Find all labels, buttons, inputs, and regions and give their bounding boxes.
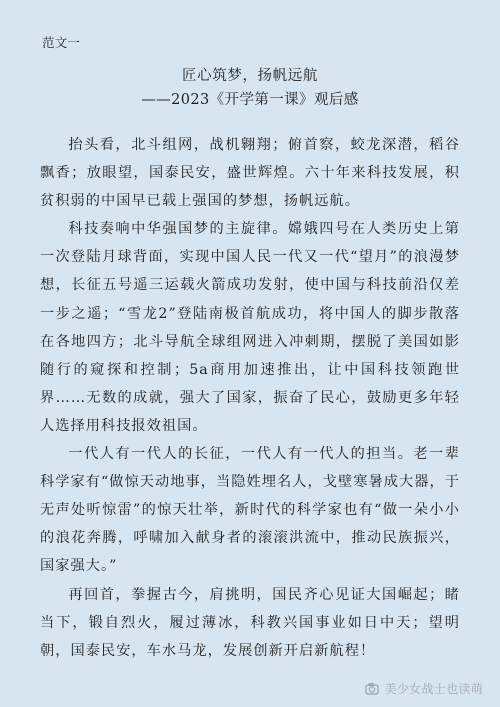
essay-body bbox=[40, 131, 460, 665]
paragraph-2: 科技奏响中华强国梦的主旋律。嫦娥四号在人类历史上第一次登陆月球背面，实现中国人民一代又一代“望月”的浪漫梦想，长征五号遥三运载火箭成功发射，使中国与科技前沿仅差一步之遥；“雪龙2”登陆南极首航成功，将中国人的脚步散落在各地四方；北斗导航全球组网进入冲刺期，摆脱了美国如影随行的窥探和控制；5a商用加速推出，让中国科技领跑世界……无数的成就，强大了国家，振奋了民心，鼓励更多年轻人选择用科技报效祖国。 bbox=[40, 221, 460, 434]
watermark-text: 美少女战士也读萌 bbox=[384, 682, 483, 696]
paragraph-1: 抬头看，北斗组网，战机翱翔；俯首察，蛟龙深潜，稻谷飘香；放眼望，国泰民安，盛世辉煌。六十年来科技发展，积贫积弱的中国早已载上强国的梦想，扬帆远航。 bbox=[40, 137, 460, 210]
paragraph-3: 一代人有一代人的长征，一代人有一代人的担当。老一辈科学家有“做惊天动地事，当隐姓埋名人，戈壁寒暑成大器，于无声处听惊雷”的惊天壮举，新时代的科学家也有“做一朵小小的浪花奔腾，呼啸加入献身者的滚滚洪流中，推动民族振兴，国家强大。” bbox=[40, 446, 460, 575]
essay-subtitle: ——2023《开学第一课》观后感 bbox=[141, 92, 359, 108]
essay-title: 匠心筑梦，扬帆远航 bbox=[182, 68, 318, 84]
paragraph-4: 再回首，拳握古今，肩挑明，国民齐心见证大国崛起；睹当下，锻自烈火，履过薄冰，科教兴国事业如日中天；望明朝，国泰民安，车水马龙，发展创新开启新航程！ bbox=[40, 586, 460, 659]
essay-label: 范文一 bbox=[42, 35, 81, 50]
